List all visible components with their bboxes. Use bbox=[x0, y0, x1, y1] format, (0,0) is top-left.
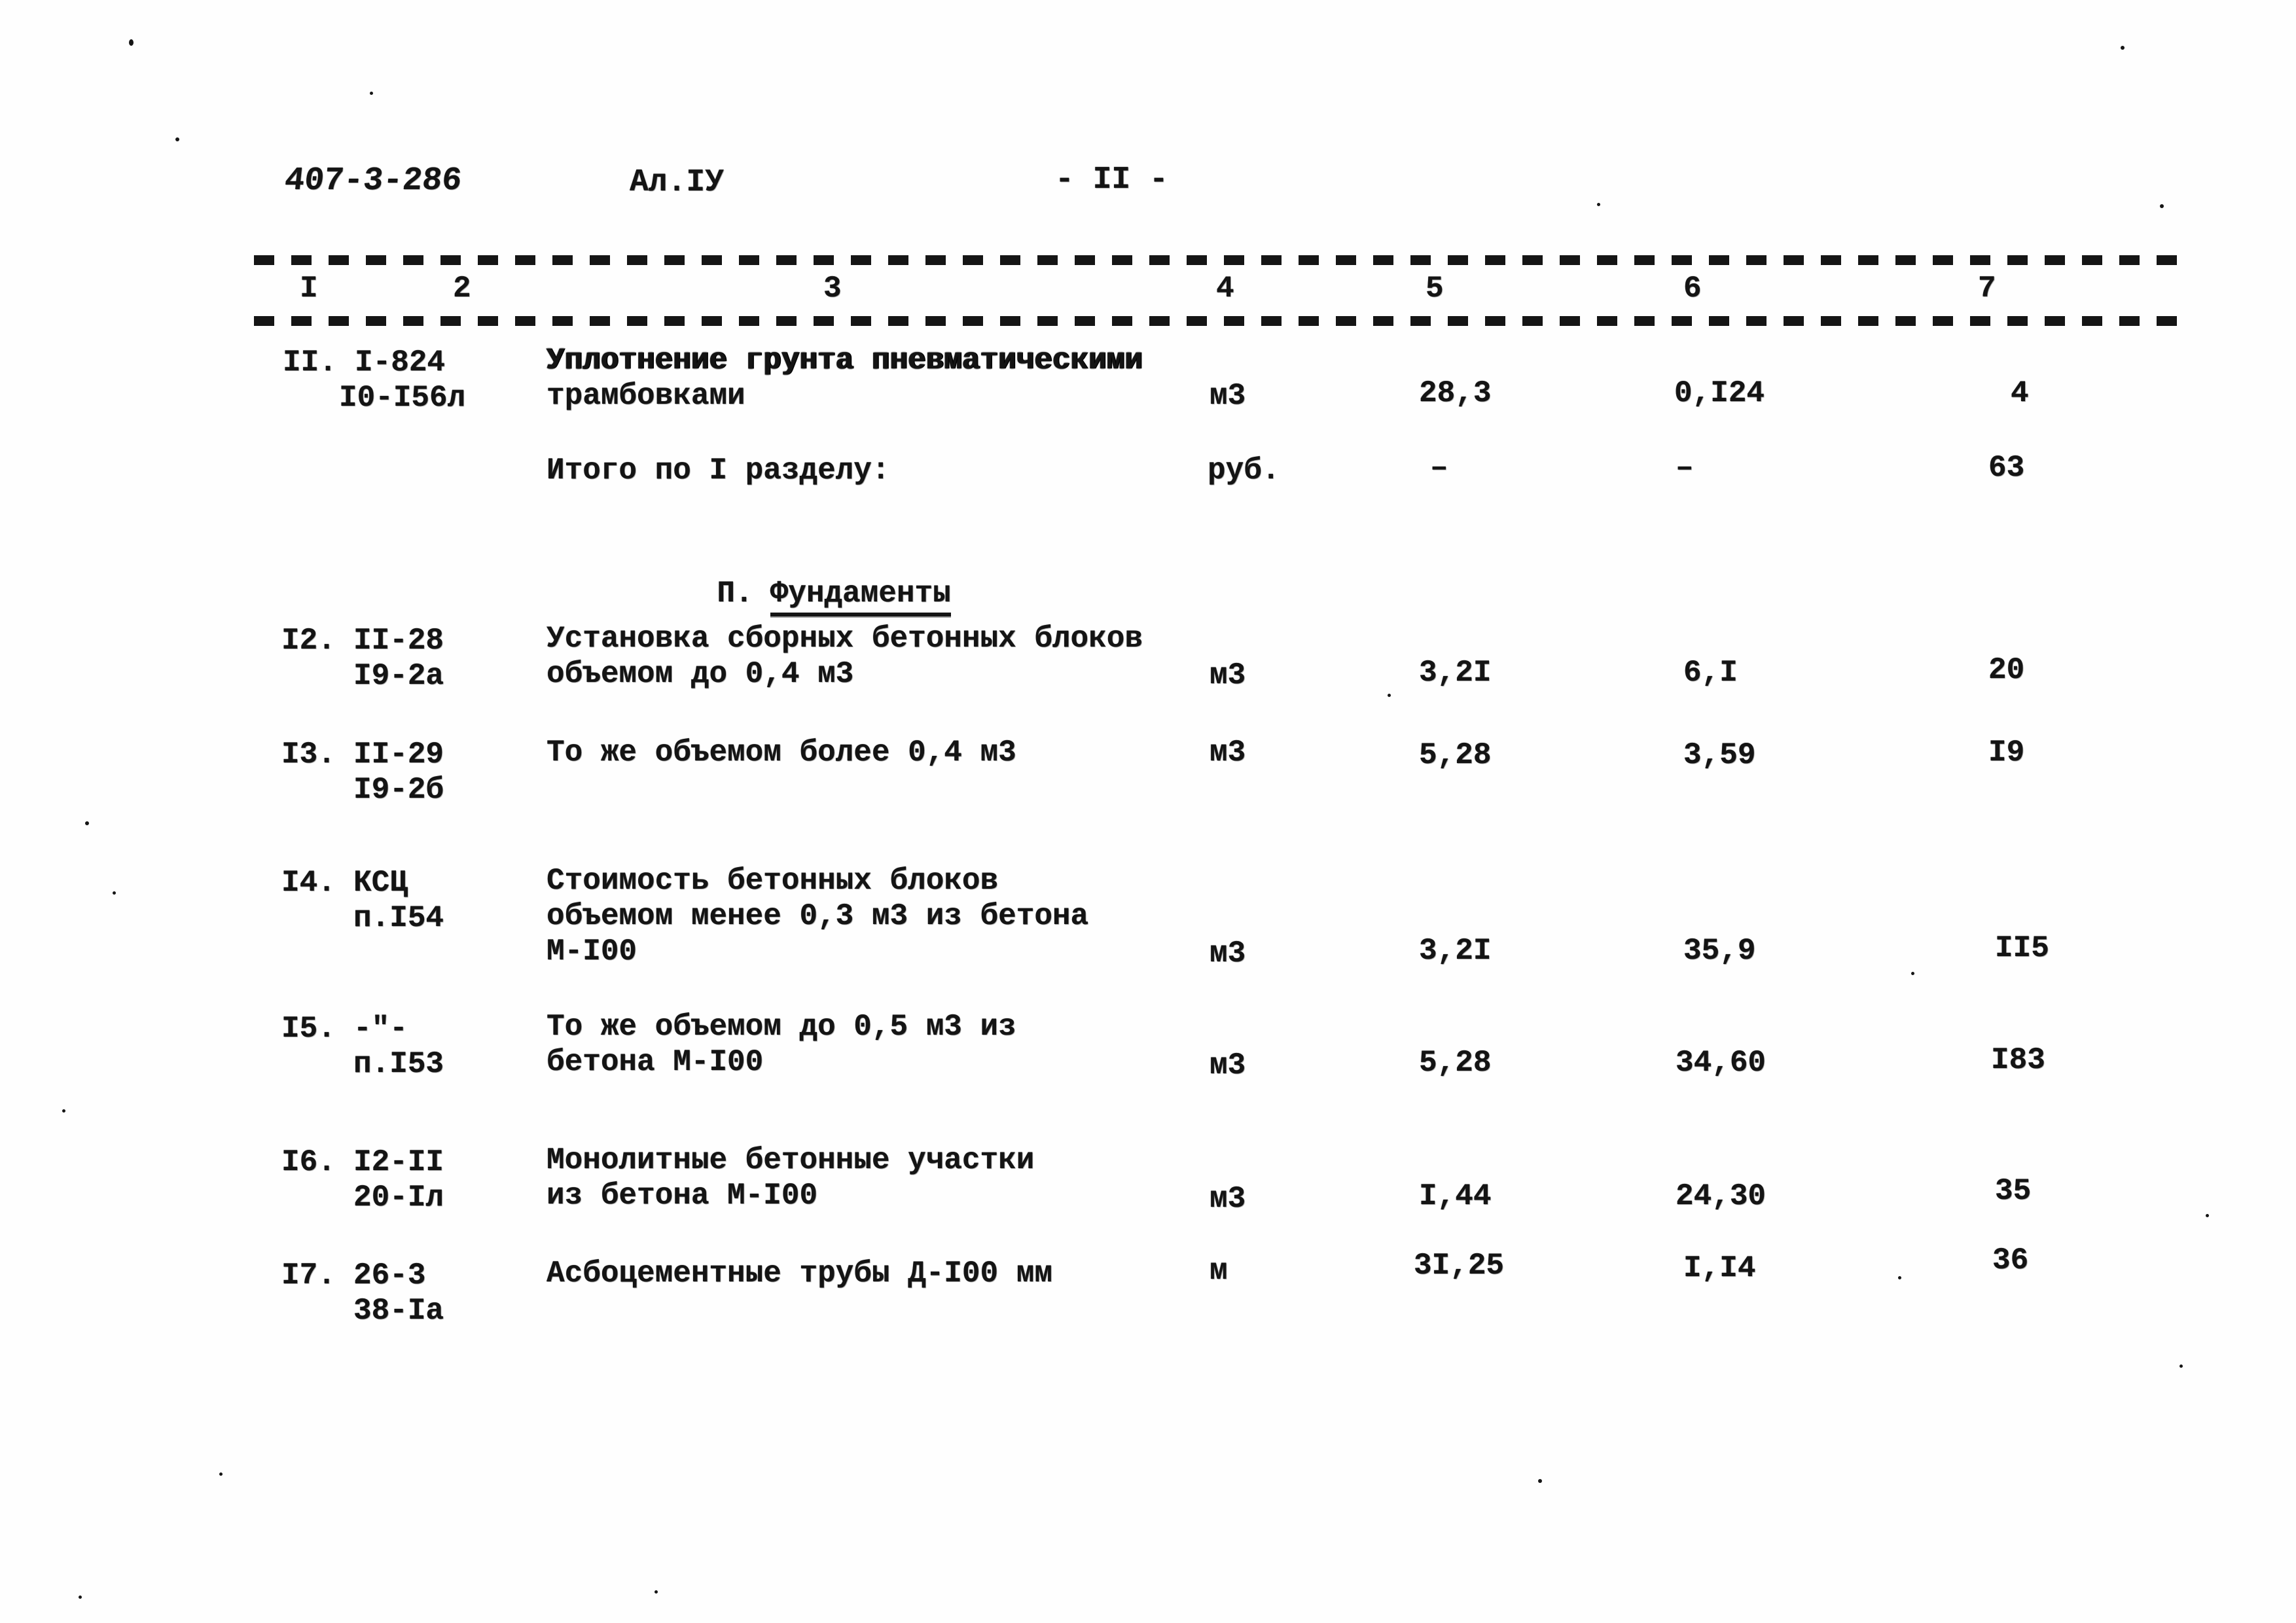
row-number: І5. bbox=[281, 1012, 336, 1046]
row-desc-line: Монолитные бетонные участки bbox=[547, 1143, 1035, 1177]
row-code-1: КСЦ bbox=[353, 866, 408, 900]
column-number-5: 5 bbox=[1426, 272, 1444, 306]
row-total: І83 bbox=[1991, 1043, 2045, 1077]
row-number: І7. bbox=[281, 1258, 336, 1293]
row-desc-line: Уплотнение грунта пневматическими bbox=[547, 344, 1143, 378]
row-unit: м3 bbox=[1210, 658, 1246, 692]
row-unit: м3 bbox=[1210, 1048, 1246, 1082]
row-desc-line: бетона М-І00 bbox=[547, 1045, 764, 1079]
scan-speck bbox=[113, 891, 116, 895]
column-number-1: І bbox=[300, 272, 318, 306]
row-unit: м3 bbox=[1210, 736, 1246, 770]
scan-speck bbox=[370, 92, 373, 95]
row-price: 34,60 bbox=[1676, 1046, 1767, 1080]
row-unit: м3 bbox=[1210, 936, 1246, 971]
column-number-6: 6 bbox=[1683, 272, 1702, 306]
subtotal-total: 63 bbox=[1988, 451, 2025, 485]
scan-speck bbox=[175, 137, 179, 141]
scan-speck bbox=[1538, 1479, 1542, 1483]
row-total: 4 bbox=[2011, 376, 2029, 410]
row-desc-line: То же объемом до 0,5 м3 из bbox=[547, 1010, 1016, 1044]
row-number: І2. bbox=[281, 624, 336, 658]
row-total: 36 bbox=[1992, 1243, 2029, 1277]
table-rule-bottom bbox=[254, 316, 2193, 326]
row-price: 0,І24 bbox=[1674, 376, 1765, 410]
scan-speck bbox=[1388, 694, 1391, 697]
row-total: ІІ5 bbox=[1995, 931, 2049, 965]
scan-speck bbox=[129, 39, 134, 46]
row-total: І9 bbox=[1988, 736, 2025, 770]
scan-speck bbox=[2206, 1214, 2209, 1217]
row-desc-line: Установка сборных бетонных блоков bbox=[547, 622, 1143, 656]
scan-speck bbox=[1898, 1276, 1901, 1279]
scan-speck bbox=[2179, 1364, 2183, 1368]
row-code-1: ІІ-28 bbox=[353, 624, 444, 658]
row-number: ІІ. bbox=[283, 346, 337, 380]
row-desc-line: То же объемом более 0,4 м3 bbox=[547, 736, 1016, 770]
scan-speck bbox=[1597, 203, 1600, 206]
scan-speck bbox=[85, 821, 89, 825]
row-desc-line: из бетона М-І00 bbox=[547, 1179, 818, 1213]
row-price: 6,І bbox=[1683, 656, 1738, 690]
row-code-2: І0-І56л bbox=[339, 381, 466, 415]
row-total: 35 bbox=[1995, 1174, 2032, 1208]
row-qty: 3І,25 bbox=[1414, 1249, 1505, 1283]
row-unit: м bbox=[1210, 1254, 1228, 1288]
row-code-2: 38-Іа bbox=[353, 1294, 444, 1328]
scan-speck bbox=[79, 1596, 82, 1599]
row-price: 35,9 bbox=[1683, 934, 1756, 968]
row-code-2: п.І53 bbox=[353, 1047, 444, 1081]
row-code-1: І2-ІІ bbox=[353, 1145, 444, 1179]
subtotal-qty: – bbox=[1430, 451, 1448, 485]
row-desc-line: М-І00 bbox=[547, 935, 637, 969]
subtotal-unit: руб. bbox=[1208, 454, 1280, 488]
column-number-2: 2 bbox=[453, 272, 471, 306]
scan-speck bbox=[655, 1590, 658, 1594]
row-code-1: 26-3 bbox=[353, 1258, 426, 1293]
row-qty: 5,28 bbox=[1419, 738, 1492, 772]
scan-speck bbox=[1911, 972, 1914, 975]
row-code-1: -"- bbox=[353, 1012, 408, 1046]
row-desc-line: трамбовками bbox=[547, 379, 745, 413]
row-qty: 3,2І bbox=[1419, 934, 1492, 968]
row-qty: 3,2І bbox=[1419, 656, 1492, 690]
section-title: Фундаменты bbox=[770, 577, 951, 616]
subtotal-price: – bbox=[1676, 451, 1694, 485]
row-code-1: І-824 bbox=[355, 346, 446, 380]
row-number: І6. bbox=[281, 1145, 336, 1179]
row-price: 3,59 bbox=[1683, 738, 1756, 772]
album-label: Ал.ІУ bbox=[630, 165, 725, 200]
scan-speck bbox=[219, 1472, 223, 1476]
row-code-2: п.І54 bbox=[353, 901, 444, 935]
row-desc-line: Асбоцементные трубы Д-І00 мм bbox=[547, 1257, 1052, 1291]
row-number: І3. bbox=[281, 738, 336, 772]
doc-number: 407-3-286 bbox=[283, 162, 464, 200]
column-number-3: 3 bbox=[823, 272, 842, 306]
scan-speck bbox=[62, 1109, 65, 1113]
row-code-2: 20-Іл bbox=[353, 1181, 444, 1215]
row-qty: І,44 bbox=[1419, 1179, 1492, 1213]
table-rule-top bbox=[254, 255, 2193, 265]
row-unit: м3 bbox=[1210, 1182, 1246, 1216]
column-number-4: 4 bbox=[1216, 272, 1234, 306]
row-code-1: ІІ-29 bbox=[353, 738, 444, 772]
column-number-7: 7 bbox=[1978, 272, 1996, 306]
row-number: І4. bbox=[281, 866, 336, 900]
scan-speck bbox=[2160, 204, 2164, 208]
row-total: 20 bbox=[1988, 653, 2025, 687]
row-code-2: І9-2б bbox=[353, 773, 444, 807]
page-number: - ІІ - bbox=[1055, 162, 1168, 198]
row-desc-line: Стоимость бетонных блоков bbox=[547, 864, 999, 898]
row-desc-line: объемом до 0,4 м3 bbox=[547, 657, 854, 691]
row-code-2: І9-2а bbox=[353, 659, 444, 693]
scan-speck bbox=[2121, 46, 2125, 50]
row-desc-line: объемом менее 0,3 м3 из бетона bbox=[547, 899, 1089, 933]
row-qty: 28,3 bbox=[1419, 376, 1492, 410]
row-price: 24,30 bbox=[1676, 1179, 1767, 1213]
row-unit: м3 bbox=[1210, 379, 1246, 413]
row-qty: 5,28 bbox=[1419, 1046, 1492, 1080]
row-price: І,І4 bbox=[1683, 1251, 1756, 1285]
section-number: П. bbox=[717, 577, 753, 611]
subtotal-label: Итого по I разделу: bbox=[547, 454, 890, 488]
